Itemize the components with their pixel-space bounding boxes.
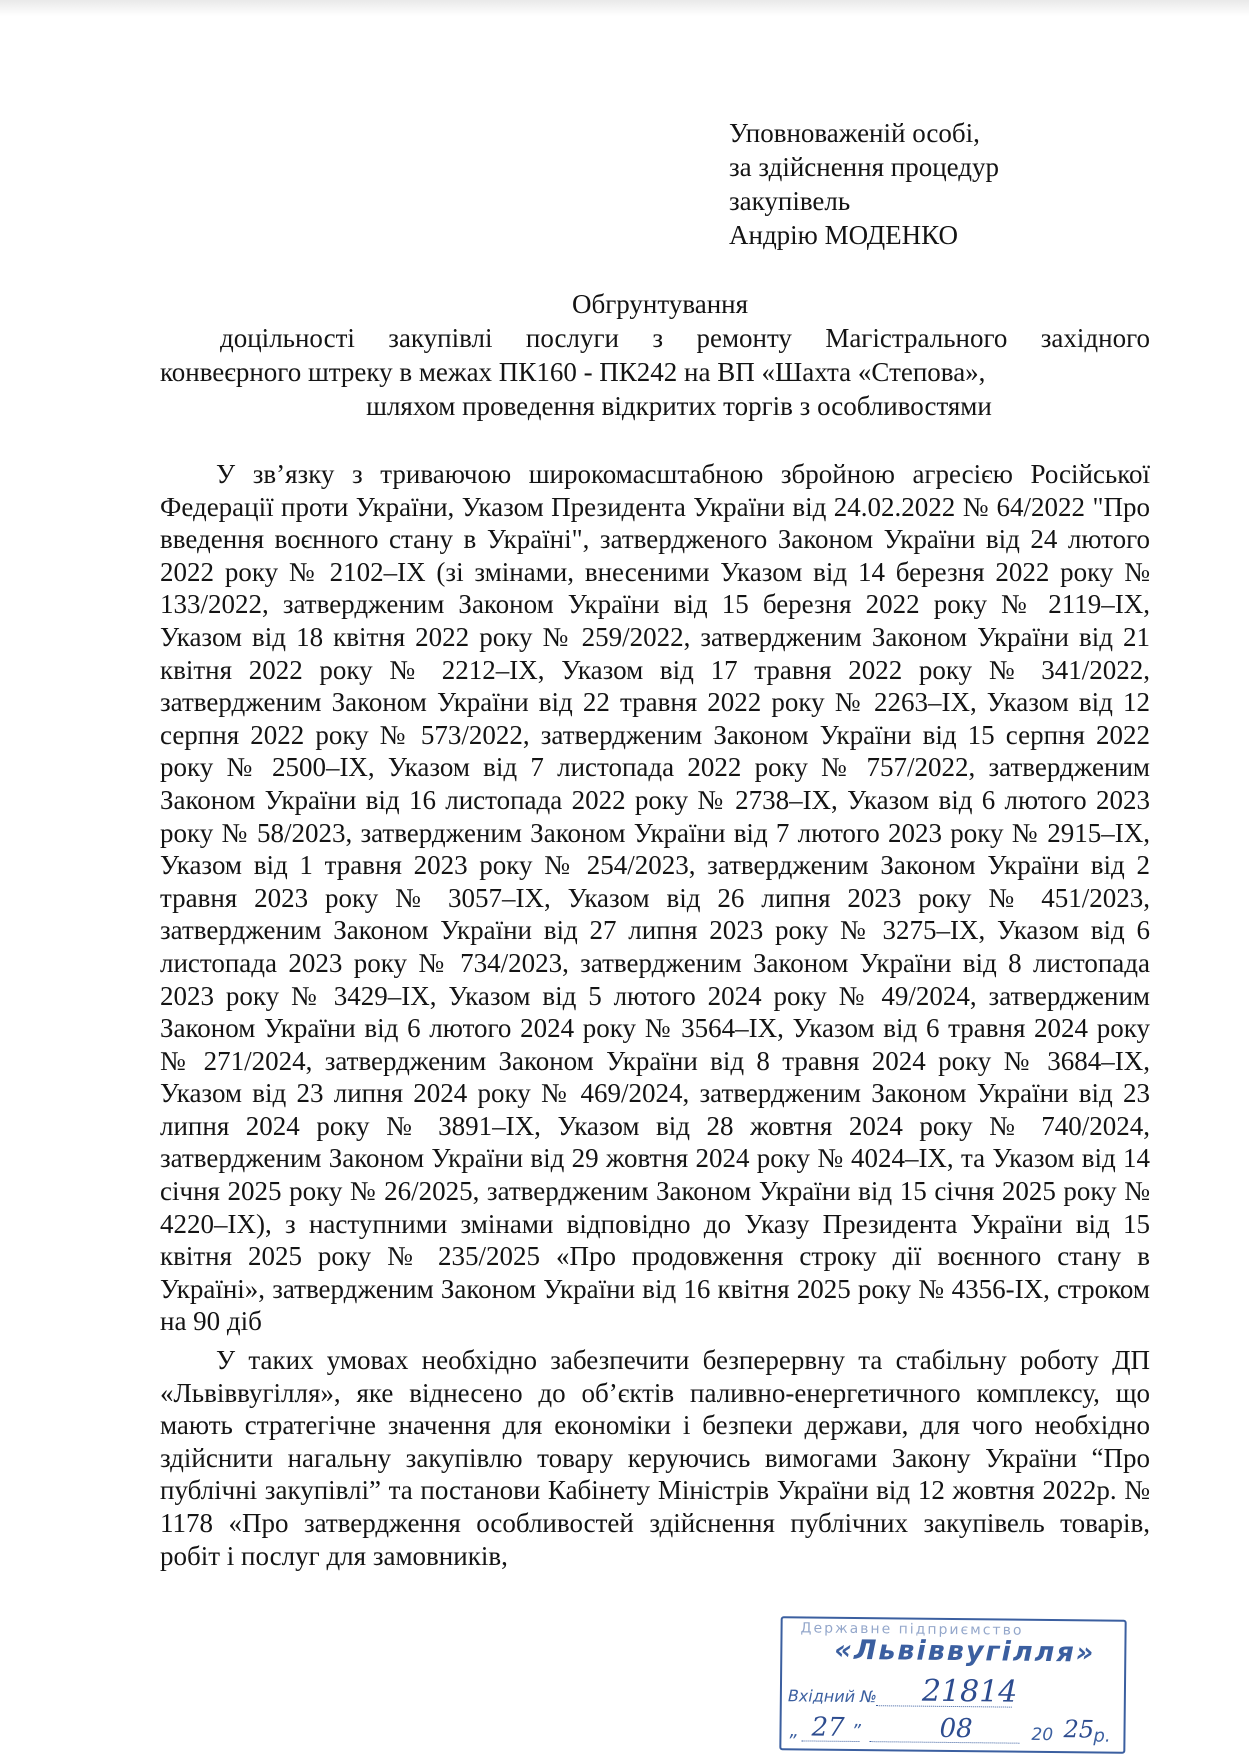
title-subject-line: конвеєрного штреку в межах ПК160 - ПК242 на ВП «Шахта «Степова», [160,357,986,387]
title-subject-line: доцільності закупівлі послуги з ремонту Магістрального західного [220,323,1150,353]
title-heading: Обгрунтування [571,289,749,319]
addressee-line: Уповноваженій особі, [729,118,980,148]
stamp-incoming-number: 21814 [921,1673,1018,1710]
stamp-month: 08 [939,1713,973,1745]
incoming-registration-stamp [779,1616,1126,1754]
document-body [160,458,1150,1572]
document-title [160,287,1150,423]
stamp-day: 27 [811,1712,845,1743]
addressee-line: за здійснення процедур [729,152,1000,182]
body-paragraph: У зв’язку з триваючою широкомасштабною збройною агресією Російської Федерації проти України, Указом Президента України від 24.02.2022 № 64/2022 "Про введення воєнного стану в Україні", затвердженого Законом України від 24 лютого 2022 року № 2102–IX (зі змінами, внесеними Указом від 14 березня 2022 року № 133/2022, затвердженим Законом України від 15 березня 2022 року № 2119–IX, Указом від 18 квітня 2022 року № 259/2022, затвердженим Законом України від 21 квітня 2022 року № 2212–IX, Указом від 17 травня 2022 року № 341/2022, затвердженим Законом України від 22 травня 2022 року № 2263–IX, Указом від 12 серпня 2022 року № 573/2022, затвердженим Законом України від 15 серпня 2022 року № 2500–IX, Указом від 7 листопада 2022 року № 757/2022, затвердженим Законом України від 16 листопада 2022 року № 2738–IX, Указом від 6 лютого 2023 року № 58/2023, затвердженим Законом України від 7 лютого 2023 року № 2915–IX, Указом від 1 травня 2023 року № 254/2023, затвердженим Законом України від 2 травня 2023 року № 3057–IX, Указом від 26 липня 2023 року № 451/2023, затвердженим Законом України від 27 липня 2023 року № 3275–IX, Указом від 6 листопада 2023 року № 734/2023, затвердженим Законом України від 8 листопада 2023 року № 3429–IX, Указом від 5 лютого 2024 року № 49/2024, затвердженим Законом України від 6 лютого 2024 року № 3564–IX, Указом від 6 травня 2024 року № 271/2024, затвердженим Законом України від 8 травня 2024 року № 3684–IX, Указом від 23 липня 2024 року № 469/2024, затвердженим Законом України від 23 липня 2024 року № 3891–IX, Указом від 28 жовтня 2024 року № 740/2024, затвердженим Законом України від 29 жовтня 2024 року № 4024–IX, та Указом від 14 січня 2025 року № 26/2025, затвердженим Законом України від 15 січня 2025 року № 4220–IX), з наступними змінами відповідно до Указу Президента України від 15 квітня 2025 року № 235/2025 «Про продовження строку дії воєнного стану в Україні», затвердженим Законом України від 16 квітня 2025 року № 4356-IX, строком на 90 діб [160,459,1150,1337]
stamp-year-handwritten: 25 [1063,1715,1095,1744]
addressee-line: закупівель [729,186,851,216]
body-paragraph: У таких умовах необхідно забезпечити безперервну та стабільну роботу ДП «Львіввугілля», яке віднесено до об’єктів паливно-енергетичного комплексу, що мають стратегічне значення для економіки і безпеки держави, для чого необхідно здійснити нагальну закупівлю товару керуючись вимогами Закону України “Про публічні закупівлі” та постанови Кабінету Міністрів України від 12 жовтня 2022р. № 1178 «Про затвердження особливостей здійснення публічних закупівель товарів, робіт і послуг для замовників, [160,1345,1150,1571]
addressee-name: Андрію МОДЕНКО [729,220,959,250]
stamp-date-row [789,1712,1119,1749]
title-subject-line: шляхом проведення відкритих торгів з особливостями [366,391,992,421]
stamp-organization-type: Державне підприємство [800,1620,1024,1639]
addressee-block [729,116,999,252]
stamp-year-prefix: 20 [1031,1724,1054,1746]
stamp-quote-close: ” [851,1720,861,1743]
stamp-organization-name: «Львіввугілля» [834,1634,1096,1669]
stamp-year-suffix: р. [1093,1725,1111,1747]
scan-edge-shadow [0,0,1249,16]
stamp-incoming-label: Вхідний № [787,1686,877,1707]
stamp-quote-open: „ [789,1720,799,1742]
